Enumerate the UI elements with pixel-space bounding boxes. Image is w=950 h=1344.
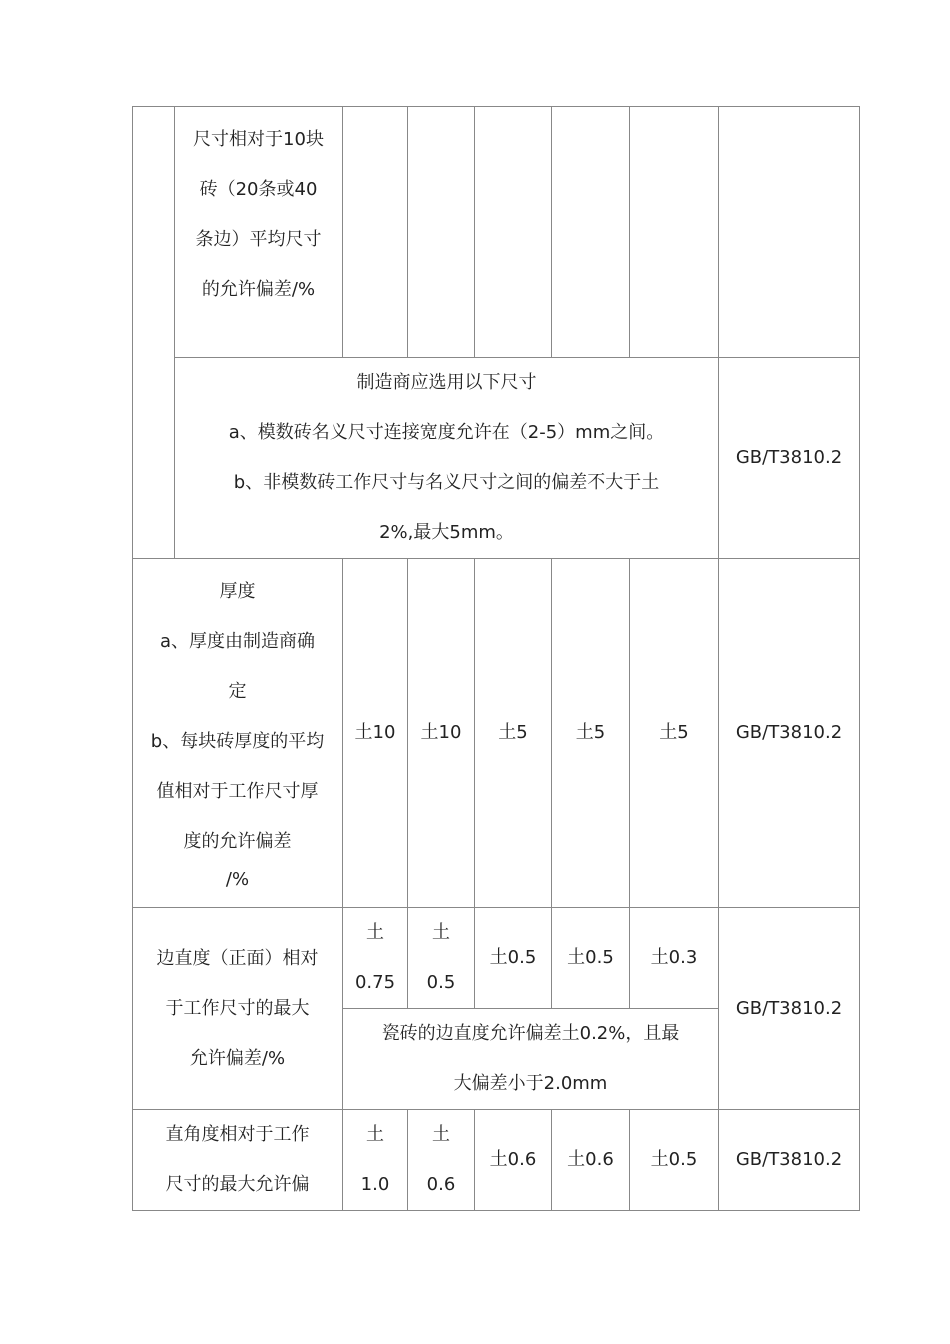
label-line: 尺寸的最大允许偏: [165, 1174, 310, 1195]
specification-table: [132, 106, 860, 1211]
label-line: 砖（20条或40: [199, 179, 318, 200]
label-line: 尺寸相对于10块: [193, 129, 324, 150]
note-line: 制造商应选用以下尺寸: [356, 372, 537, 393]
note-line: a、模数砖名义尺寸连接宽度允许在（2-5）mm之间。: [228, 422, 665, 443]
value-cell: [343, 107, 408, 358]
value-cell: 土0.6: [552, 1110, 630, 1211]
value-cell: [343, 1110, 408, 1211]
value-line: 1.0: [360, 1174, 390, 1195]
value-line: 土: [366, 922, 384, 943]
value-cell: 土0.5: [630, 1110, 719, 1211]
standard-cell: GB/T3810.2: [719, 358, 860, 559]
label-line: 值相对于工作尺寸厚: [156, 781, 319, 802]
standard-cell: [719, 107, 860, 358]
value-cell: [343, 908, 408, 1009]
group-spacer-cell: [133, 107, 175, 559]
value-cell: [408, 908, 475, 1009]
value-cell: 土0.3: [630, 908, 719, 1009]
label-line: a、厚度由制造商确: [159, 631, 316, 652]
label-line: 条边）平均尺寸: [195, 229, 322, 250]
note-line: 大偏差小于2.0mm: [453, 1073, 608, 1094]
table-row-maker-note: [133, 358, 860, 559]
value-line: 0.75: [354, 972, 396, 993]
label-line: b、每块砖厚度的平均: [150, 731, 325, 752]
value-line: 0.5: [426, 972, 456, 993]
label-line: 于工作尺寸的最大: [165, 997, 310, 1019]
value-cell: 土10: [408, 559, 475, 908]
note-line: 2%,最大5mm。: [379, 522, 514, 543]
value-cell: [552, 107, 630, 358]
squareness-label-cell: [133, 1110, 343, 1211]
note-line: b、非模数砖工作尺寸与名义尺寸之间的偏差不大于土: [233, 472, 660, 493]
value-cell: 土0.5: [475, 908, 552, 1009]
table-row-edge-straightness: [133, 908, 860, 1009]
edge-note-cell: [343, 1009, 719, 1110]
value-cell: 土10: [343, 559, 408, 908]
value-cell: [630, 107, 719, 358]
value-cell: 土0.5: [552, 908, 630, 1009]
value-cell: 土5: [552, 559, 630, 908]
label-line: 边直度（正面）相对: [156, 947, 319, 969]
value-line: 土: [432, 1124, 450, 1145]
value-cell: 土0.6: [475, 1110, 552, 1211]
value-cell: [408, 107, 475, 358]
maker-note-cell: [175, 358, 719, 559]
thickness-label-cell: [133, 559, 343, 908]
label-line: 直角度相对于工作: [165, 1124, 310, 1145]
value-cell: 土5: [475, 559, 552, 908]
label-line: 度的允许偏差: [183, 831, 292, 852]
standard-cell: GB/T3810.2: [719, 1110, 860, 1211]
label-line: /%: [225, 869, 250, 890]
standard-cell: GB/T3810.2: [719, 559, 860, 908]
value-line: 0.6: [426, 1174, 456, 1195]
label-line: 允许偏差/%: [189, 1047, 286, 1069]
edge-straightness-label-cell: [133, 908, 343, 1110]
value-line: 土: [432, 922, 450, 943]
table-row-thickness: [133, 559, 860, 908]
size-average-label-cell: [175, 107, 343, 358]
note-line: 瓷砖的边直度允许偏差土0.2%，且最: [381, 1023, 680, 1044]
value-cell: [408, 1110, 475, 1211]
value-cell: [475, 107, 552, 358]
standard-cell: GB/T3810.2: [719, 908, 860, 1110]
table-row-size-average: [133, 107, 860, 358]
label-line: 定: [228, 681, 247, 702]
label-line: 的允许偏差/%: [201, 279, 316, 300]
value-cell: 土5: [630, 559, 719, 908]
label-line: 厚度: [219, 581, 256, 602]
table-row-squareness: [133, 1110, 860, 1211]
value-line: 土: [366, 1124, 384, 1145]
